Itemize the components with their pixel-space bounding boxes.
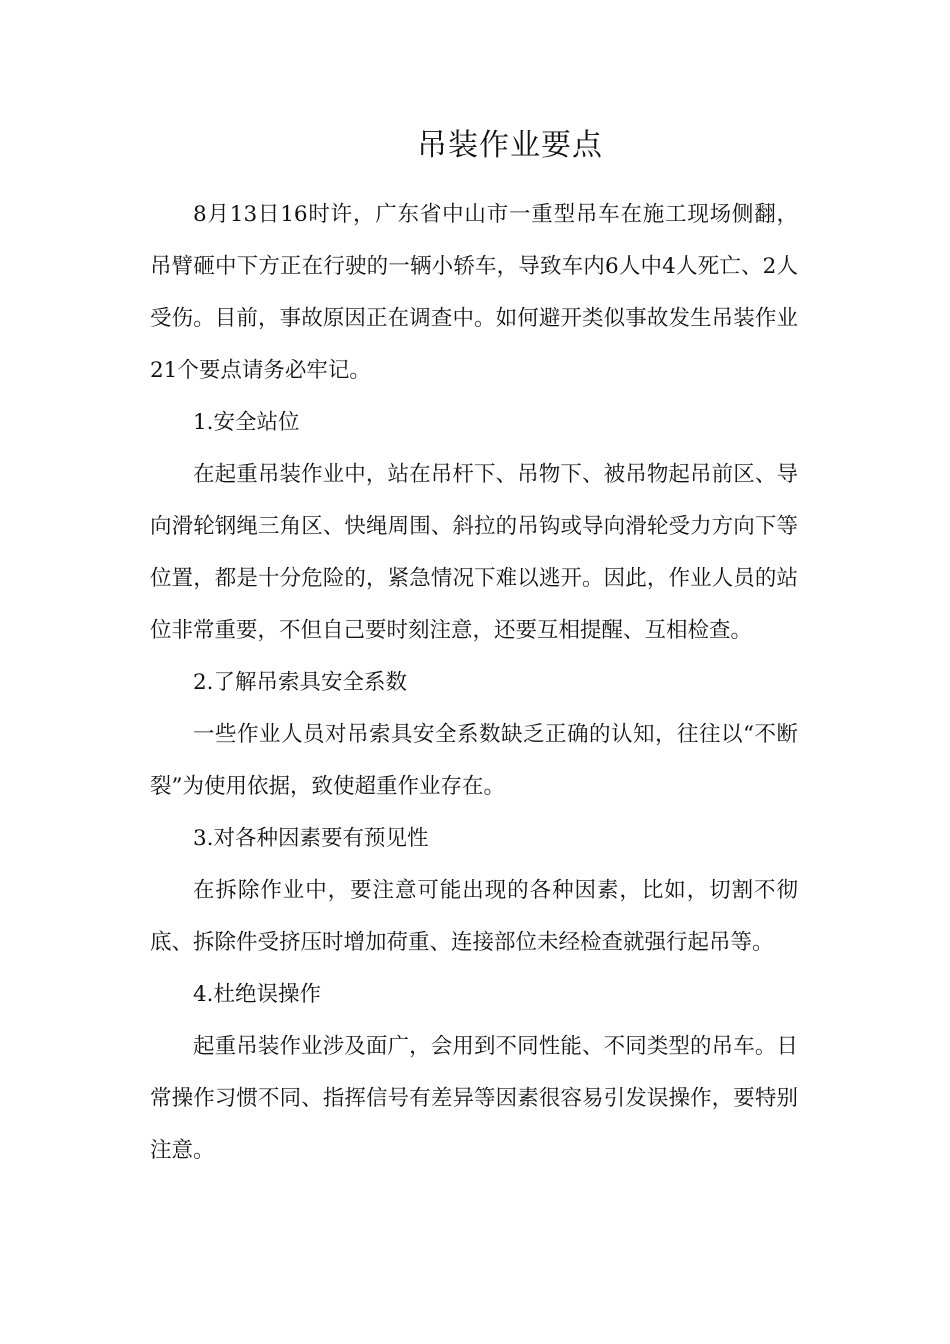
section-body-4: 起重吊装作业涉及面广，会用到不同性能、不同类型的吊车。日常操作习惯不同、指挥信号有差异等因素很容易引发误操作，要特别注意。 [150, 1034, 798, 1163]
section-heading-2: 2.了解吊索具安全系数 [193, 670, 408, 695]
section-body-1: 在起重吊装作业中，站在吊杆下、吊物下、被吊物起吊前区、导向滑轮钢绳三角区、快绳周围、斜拉的吊钩或导向滑轮受力方向下等位置，都是十分危险的，紧急情况下难以逃开。因此，作业人员的站位非常重要，不但自己要时刻注意，还要互相提醒、互相检查。 [150, 462, 798, 643]
document-title: 吊装作业要点 [417, 128, 603, 163]
section-body-3: 在拆除作业中，要注意可能出现的各种因素，比如，切割不彻底、拆除件受挤压时增加荷重、连接部位未经检查就强行起吊等。 [150, 878, 798, 955]
section-heading-4: 4.杜绝误操作 [193, 982, 322, 1007]
intro-paragraph: 8月13日16时许，广东省中山市一重型吊车在施工现场侧翻，吊臂砸中下方正在行驶的一辆小轿车，导致车内6人中4人死亡、2人受伤。目前，事故原因正在调查中。如何避开类似事故发生吊装作业21个要点请务必牢记。 [150, 202, 798, 383]
section-heading-1: 1.安全站位 [193, 410, 300, 435]
document-body [150, 189, 798, 1177]
section-body-2: 一些作业人员对吊索具安全系数缺乏正确的认知，往往以“不断裂”为使用依据，致使超重作业存在。 [150, 722, 798, 799]
section-heading-3: 3.对各种因素要有预见性 [193, 826, 429, 851]
